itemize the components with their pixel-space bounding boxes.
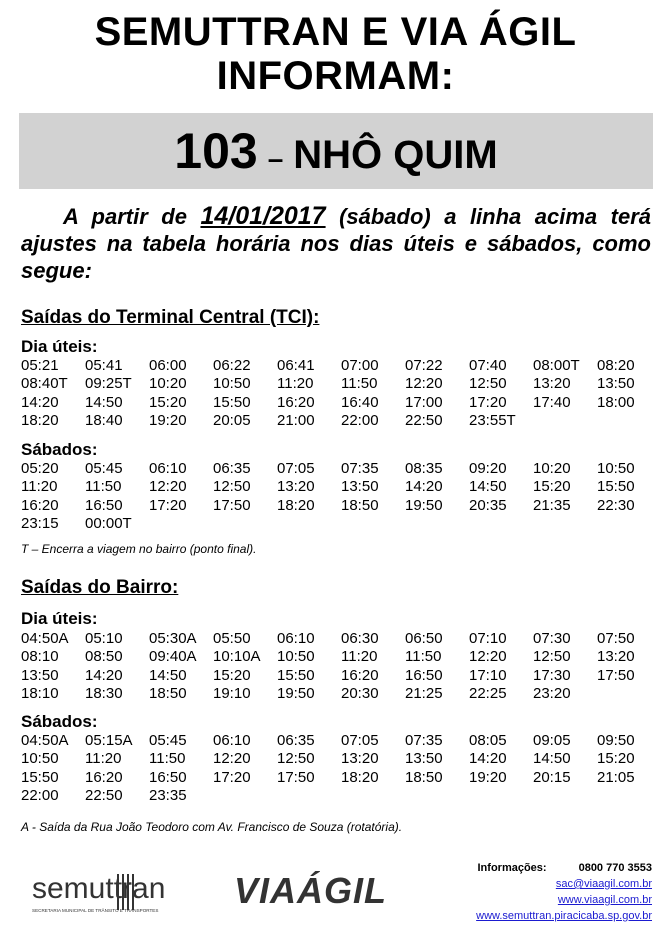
departure-time: 05:30A (149, 630, 197, 647)
departure-time: 16:20 (21, 496, 59, 514)
departure-time: 05:20 (21, 460, 59, 477)
departure-time: 06:41 (277, 357, 315, 374)
departure-time: 18:50 (341, 496, 379, 514)
departure-time: 09:50 (597, 732, 635, 749)
email-link[interactable]: sac@viaagil.com.br (555, 878, 652, 890)
departure-time: 16:40 (341, 393, 379, 411)
departure-time: 13:20 (277, 478, 315, 496)
departure-time: 18:20 (21, 412, 59, 430)
departure-time: 06:50 (405, 630, 443, 647)
departure-time: 21:05 (597, 768, 635, 786)
departure-time: 16:20 (277, 393, 315, 411)
departure-time: 17:30 (533, 666, 571, 684)
departure-time: 10:20 (533, 460, 571, 477)
departure-time: 05:50 (213, 630, 251, 647)
departure-time: 18:50 (405, 768, 443, 786)
phone-number: 0800 770 3553 (578, 862, 652, 874)
departure-time: 22:00 (341, 412, 379, 430)
departure-time: 05:15A (85, 732, 133, 749)
departure-time: 14:50 (149, 666, 187, 684)
terminal-weekdays-label: Dia úteis: (21, 337, 98, 356)
departure-time: 08:20 (597, 357, 635, 374)
departure-time: 05:45 (149, 732, 187, 749)
departure-time: 07:30 (533, 630, 571, 647)
departure-time: 17:20 (213, 768, 251, 786)
departure-time: 17:50 (597, 666, 635, 684)
intro-paragraph (21, 203, 651, 284)
departure-time: 14:20 (405, 478, 443, 496)
departure-time: 20:05 (213, 412, 251, 430)
departure-time: 22:50 (85, 787, 123, 805)
departure-time: 12:20 (405, 375, 443, 393)
departure-time: 11:20 (277, 375, 314, 393)
semuttran-logo-text: semuttran (32, 872, 166, 905)
departure-time: 07:10 (469, 630, 507, 647)
terminal-note: T – Encerra a viagem no bairro (ponto final). (21, 542, 257, 556)
departure-time: 18:50 (149, 685, 187, 703)
departure-time: 06:35 (213, 460, 251, 477)
contact-info (476, 860, 652, 924)
departure-time: 13:20 (597, 648, 635, 666)
viaagil-logo-text: VIAÁGIL (234, 870, 388, 910)
departure-time: 12:20 (149, 478, 187, 496)
departure-time: 06:00 (149, 357, 187, 374)
departure-time: 06:10 (277, 630, 315, 647)
route-dash: – (267, 143, 284, 174)
departure-time: 11:50 (85, 478, 122, 496)
departure-time: 17:20 (469, 393, 507, 411)
departure-time: 06:30 (341, 630, 379, 647)
departure-time: 12:50 (533, 648, 571, 666)
departure-time: 22:00 (21, 787, 59, 805)
departure-time: 11:20 (85, 750, 122, 768)
departure-time: 19:20 (469, 768, 507, 786)
departure-time: 13:20 (533, 375, 571, 393)
departure-time: 08:35 (405, 460, 443, 477)
departure-time: 23:35 (149, 787, 187, 805)
headline-line-2: INFORMAM: (216, 54, 455, 98)
bairro-weekdays-times (21, 630, 661, 704)
departure-time: 19:50 (277, 685, 315, 703)
viaagil-site-link[interactable]: www.viaagil.com.br (557, 894, 652, 906)
departure-time: 09:05 (533, 732, 571, 749)
departure-time: 10:50 (213, 375, 251, 393)
departure-time: 13:20 (341, 750, 379, 768)
departure-time: 17:50 (213, 496, 251, 514)
route-number: 103 (174, 123, 258, 179)
departure-time: 18:30 (85, 685, 123, 703)
departure-time: 05:21 (21, 357, 59, 374)
departure-time: 07:35 (405, 732, 443, 749)
viaagil-logo (232, 870, 422, 910)
departure-time: 09:20 (469, 460, 507, 477)
departure-time: 06:10 (213, 732, 251, 749)
intro-before: A partir de (63, 204, 201, 229)
departure-time: 15:50 (597, 478, 635, 496)
departure-time: 09:25T (85, 375, 132, 393)
departure-time: 08:05 (469, 732, 507, 749)
departure-time: 10:50 (597, 460, 635, 477)
departure-time: 10:50 (21, 750, 59, 768)
departure-time: 14:20 (469, 750, 507, 768)
departure-time: 20:35 (469, 496, 507, 514)
departure-time: 14:20 (21, 393, 59, 411)
departure-time: 04:50A (21, 732, 69, 749)
departure-time: 16:20 (341, 666, 379, 684)
terminal-saturdays-label: Sábados: (21, 440, 98, 459)
departure-time: 17:20 (149, 496, 187, 514)
bairro-weekdays-label: Dia úteis: (21, 609, 98, 628)
bairro-note: A - Saída da Rua João Teodoro com Av. Francisco de Souza (rotatória). (21, 820, 403, 834)
departure-time: 07:00 (341, 357, 379, 374)
bairro-saturdays-label: Sábados: (21, 712, 98, 731)
departure-time: 16:50 (85, 496, 123, 514)
departure-time: 08:10 (21, 648, 59, 666)
departure-time: 14:50 (85, 393, 123, 411)
departure-time: 07:05 (277, 460, 315, 477)
departure-time: 07:50 (597, 630, 635, 647)
departure-time: 09:40A (149, 648, 197, 666)
departure-time: 10:10A (213, 648, 261, 666)
departure-time: 15:20 (533, 478, 571, 496)
terminal-weekdays-times (21, 357, 661, 431)
departure-time: 18:20 (277, 496, 315, 514)
departure-time: 17:40 (533, 393, 571, 411)
departure-time: 15:20 (149, 393, 187, 411)
departure-time: 17:00 (405, 393, 443, 411)
departure-time: 23:15 (21, 515, 59, 533)
departure-time: 06:35 (277, 732, 315, 749)
terminal-saturdays-times (21, 460, 661, 534)
departure-time: 05:45 (85, 460, 123, 477)
departure-time: 16:50 (405, 666, 443, 684)
departure-time: 13:50 (597, 375, 635, 393)
departure-time: 14:20 (85, 666, 123, 684)
semuttran-logo (30, 866, 220, 916)
route-name: NHÔ QUIM (293, 133, 498, 177)
departure-time: 12:20 (469, 648, 507, 666)
departure-time: 15:20 (213, 666, 251, 684)
departure-time: 18:10 (21, 685, 59, 703)
departure-time: 11:50 (405, 648, 442, 666)
departure-time: 04:50A (21, 630, 69, 647)
departure-time: 13:50 (21, 666, 59, 684)
departure-time: 18:40 (85, 412, 123, 430)
departure-time: 00:00T (85, 515, 132, 533)
departure-time: 16:50 (149, 768, 187, 786)
departure-time: 13:50 (341, 478, 379, 496)
departure-time: 11:20 (341, 648, 378, 666)
departure-time: 22:30 (597, 496, 635, 514)
bairro-section-title: Saídas do Bairro: (21, 577, 179, 598)
departure-time: 10:50 (277, 648, 315, 666)
semuttran-site-link[interactable]: www.semuttran.piracicaba.sp.gov.br (476, 910, 652, 922)
departure-time: 12:50 (469, 375, 507, 393)
departure-time: 13:50 (405, 750, 443, 768)
departure-time: 19:50 (405, 496, 443, 514)
semuttran-tagline: SECRETARIA MUNICIPAL DE TRÂNSITO E TRANSPORTES (32, 908, 159, 913)
departure-time: 07:40 (469, 357, 507, 374)
departure-time: 05:10 (85, 630, 123, 647)
departure-time: 21:35 (533, 496, 571, 514)
departure-time: 14:50 (469, 478, 507, 496)
departure-time: 23:55T (469, 412, 516, 430)
departure-time: 06:22 (213, 357, 251, 374)
departure-time: 12:50 (213, 478, 251, 496)
departure-time: 19:10 (213, 685, 251, 703)
departure-time: 16:20 (85, 768, 123, 786)
departure-time: 15:20 (597, 750, 635, 768)
departure-time: 07:05 (341, 732, 379, 749)
departure-time: 07:22 (405, 357, 443, 374)
departure-time: 20:15 (533, 768, 571, 786)
intro-after: (sábado) a linha acima terá ajustes na tabela horária nos dias úteis e sábados, como segue: (21, 204, 651, 283)
departure-time: 15:50 (213, 393, 251, 411)
departure-time: 14:50 (533, 750, 571, 768)
departure-time: 08:40T (21, 375, 68, 393)
departure-time: 08:50 (85, 648, 123, 666)
terminal-section-title: Saídas do Terminal Central (TCI): (21, 307, 320, 328)
info-label: Informações: (477, 862, 547, 874)
effective-date: 14/01/2017 (200, 202, 326, 230)
departure-time: 11:50 (149, 750, 186, 768)
departure-time: 17:50 (277, 768, 315, 786)
departure-time: 18:20 (341, 768, 379, 786)
departure-time: 06:10 (149, 460, 187, 477)
departure-time: 20:30 (341, 685, 379, 703)
departure-time: 05:41 (85, 357, 123, 374)
departure-time: 22:50 (405, 412, 443, 430)
departure-time: 08:00T (533, 357, 580, 374)
route-banner (19, 113, 653, 189)
departure-time: 19:20 (149, 412, 187, 430)
departure-time: 21:00 (277, 412, 315, 430)
departure-time: 23:20 (533, 685, 571, 703)
departure-time: 11:50 (341, 375, 378, 393)
departure-time: 15:50 (277, 666, 315, 684)
bairro-saturdays-times (21, 732, 661, 806)
departure-time: 07:35 (341, 460, 379, 477)
departure-time: 15:50 (21, 768, 59, 786)
departure-time: 12:50 (277, 750, 315, 768)
departure-time: 12:20 (213, 750, 251, 768)
departure-time: 21:25 (405, 685, 443, 703)
departure-time: 10:20 (149, 375, 187, 393)
headline-line-1: SEMUTTRAN E VIA ÁGIL (94, 10, 577, 54)
departure-time: 17:10 (469, 666, 507, 684)
departure-time: 11:20 (21, 478, 58, 496)
departure-time: 18:00 (597, 393, 635, 411)
departure-time: 22:25 (469, 685, 507, 703)
